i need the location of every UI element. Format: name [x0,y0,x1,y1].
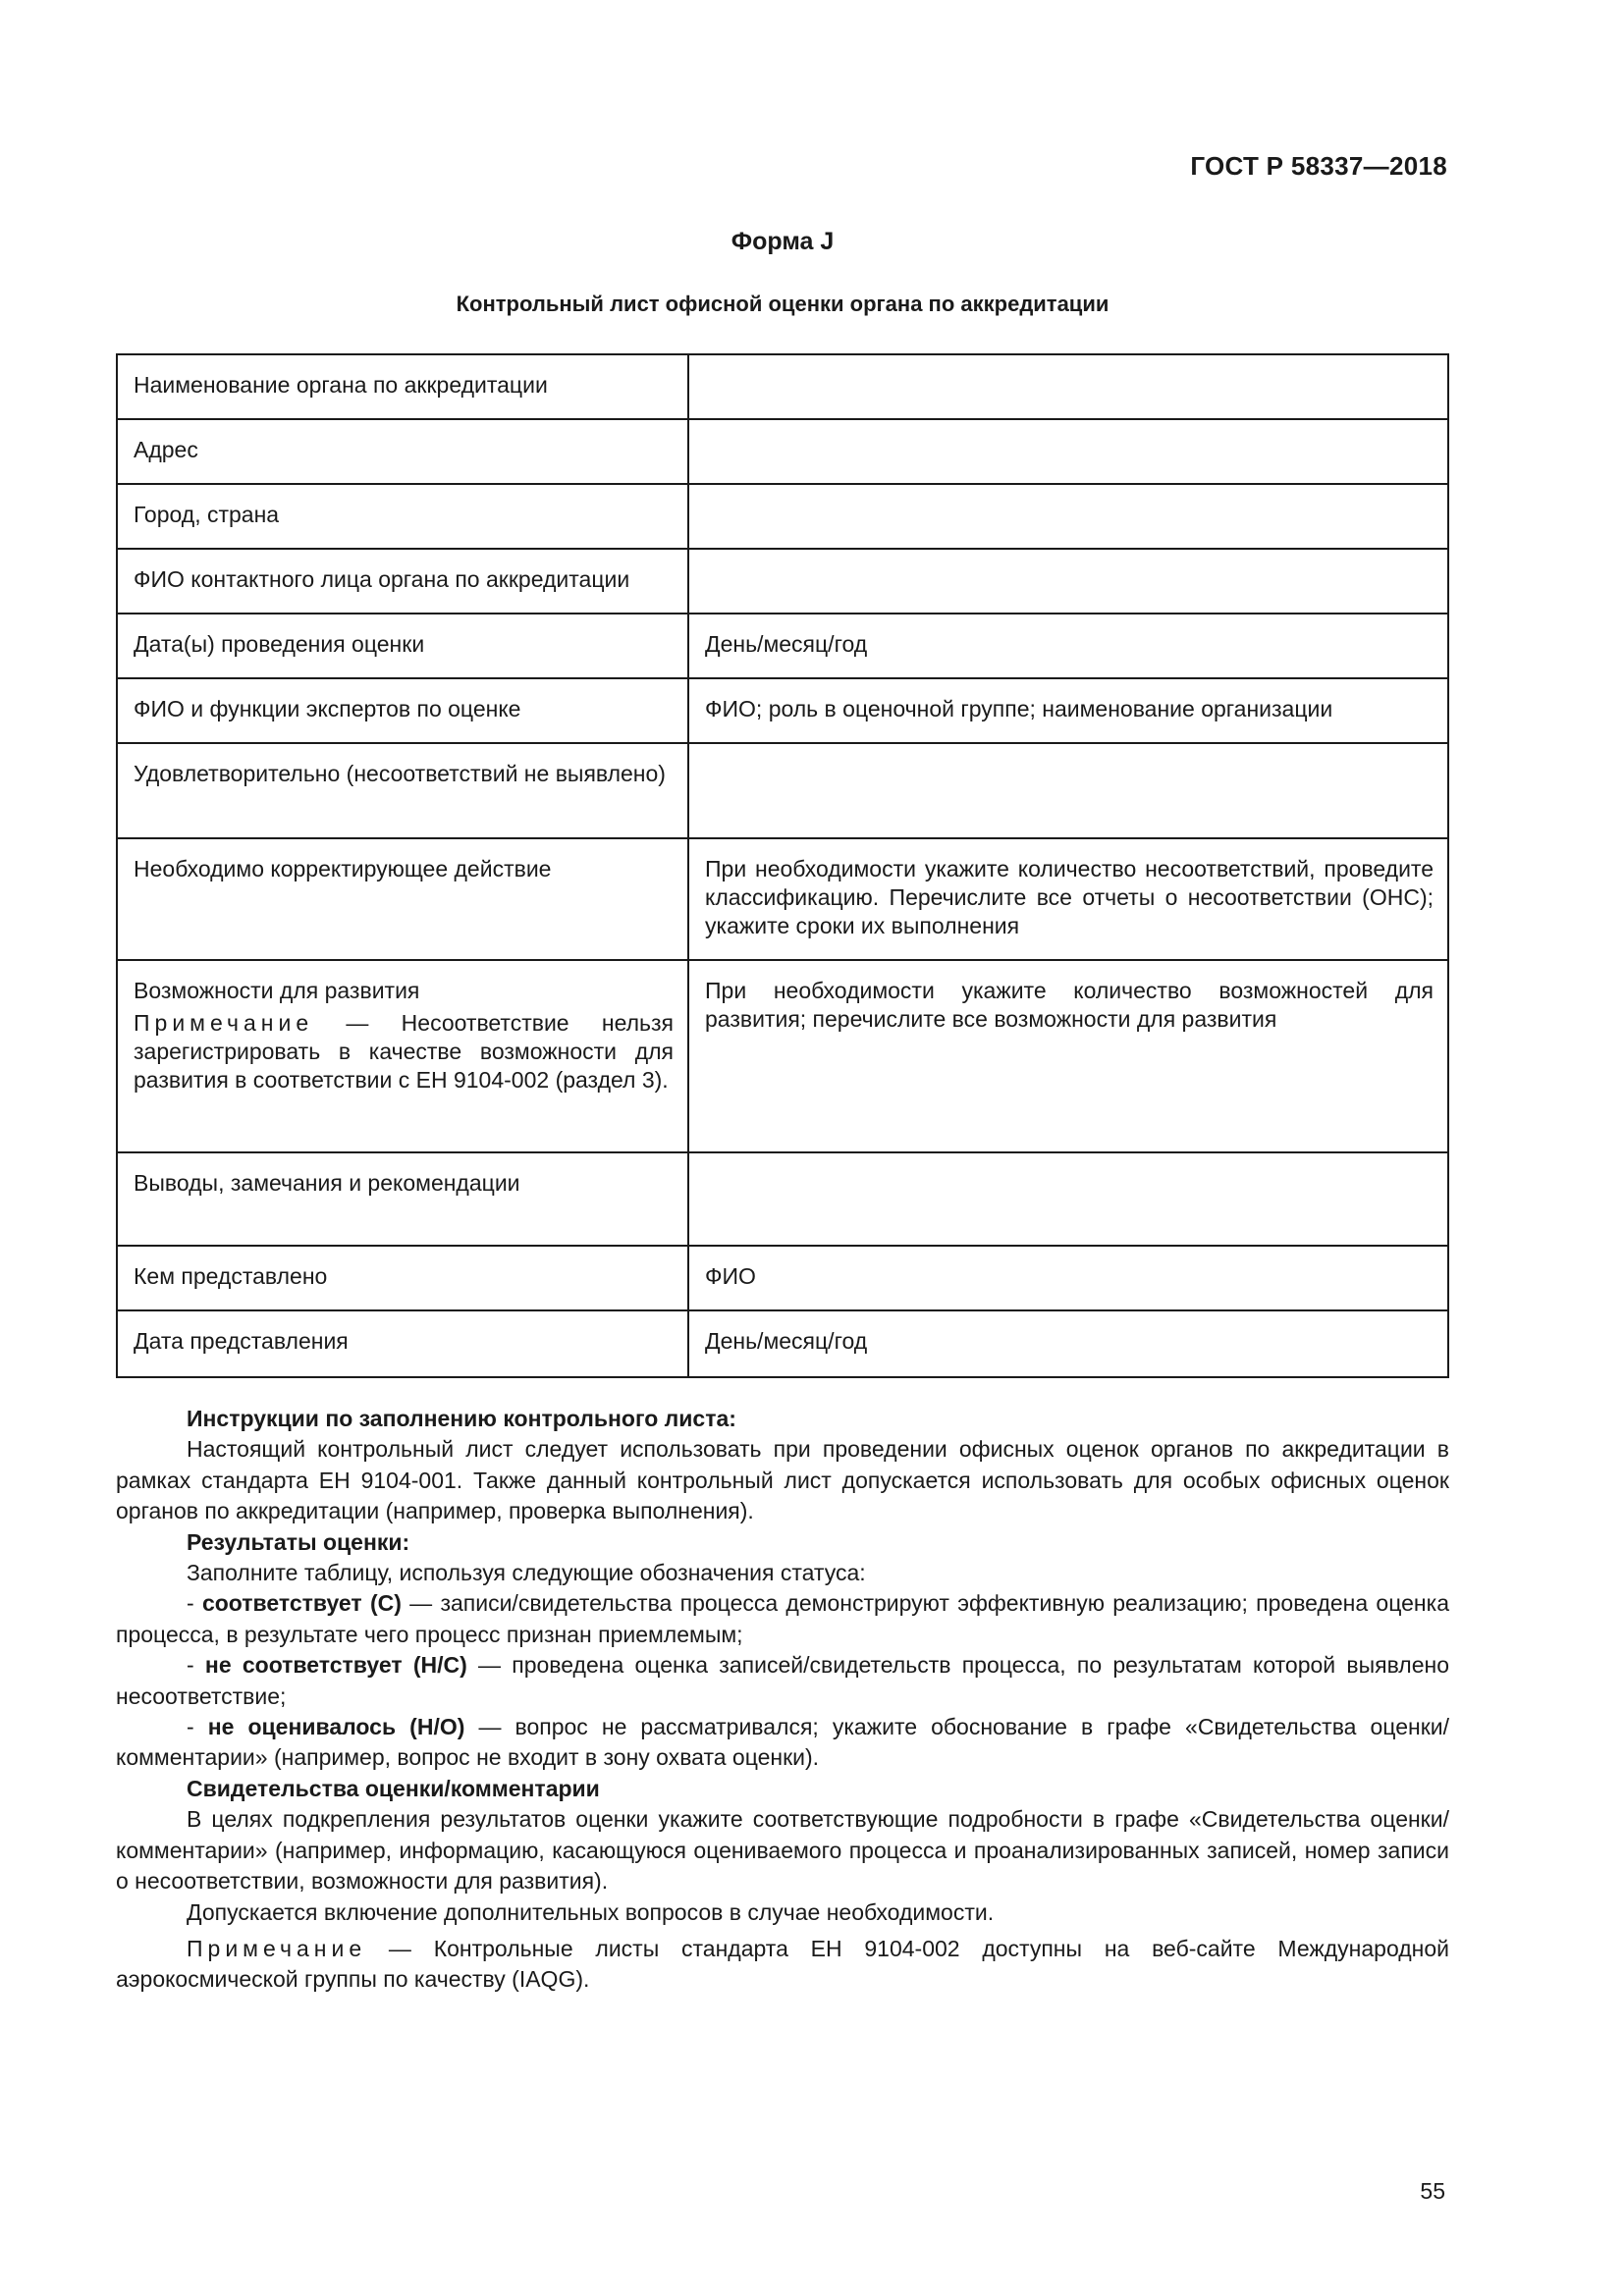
form-title: Форма J [731,228,835,255]
row-label: Выводы, замечания и рекомендации [117,1152,688,1246]
row-value [688,743,1448,838]
table-row [117,549,1448,614]
status-text: — проведена оценка записей/свидетельств процесса, по результатам которой выявлено несоответствие; [116,1652,1449,1709]
table-row [117,1310,1448,1377]
table-row [117,960,1448,1152]
evidence-heading: Свидетельства оценки/комментарии [187,1775,600,1801]
extra-text: Допускается включение дополнительных вопросов в случае необходимости. [187,1898,995,1925]
row-value: При необходимости укажите количество возможностей для развития; перечислите все возможности для развития [688,960,1448,1152]
table-row [117,743,1448,838]
status-term: не соответствует (Н/С) [204,1652,467,1679]
evidence-text: В целях подкрепления результатов оценки укажите соответствующие подробности в графе «Свидетельства оценки/комментарии» (например, информацию, касающуюся оцениваемого процесса и проанализированных записей, номер записи о несоответствии, возможности для развития). [116,1806,1449,1895]
table-row [117,419,1448,484]
results-intro: Заполните таблицу, используя следующие обозначения статуса: [187,1560,866,1586]
row-label: Город, страна [117,484,688,549]
form-subtitle: Контрольный лист офисной оценки органа по аккредитации [456,292,1110,316]
standard-number: ГОСТ Р 58337—2018 [1190,151,1447,181]
status-item: - не соответствует (Н/С) — проведена оценка записей/свидетельств процесса, по результатам которой выявлено несоответствие; [116,1652,1449,1709]
table-row [117,1152,1448,1246]
row-label: Возможности для развития [134,978,420,1003]
table-row [117,838,1448,960]
status-item: - не оценивалось (Н/О) — вопрос не рассматривался; укажите обоснование в графе «Свидетельства оценки/комментарии» (например, вопрос не входит в зону охвата оценки). [116,1714,1450,1771]
note-text: — Контрольные листы стандарта ЕН 9104-002 доступны на веб-сайте Международной аэрокосмической группы по качеству (IAQG). [116,1935,1449,1993]
instructions-heading: Инструкции по заполнению контрольного листа: [187,1406,736,1431]
page-number: 55 [1420,2178,1445,2204]
row-value [688,549,1448,614]
table-row [117,354,1448,419]
status-item: - соответствует (С) — записи/свидетельства процесса демонстрируют эффективную реализацию; проведена оценка процесса, в результате чего процесс признан приемлемым; [116,1590,1449,1647]
row-label: Наименование органа по аккредитации [117,354,688,419]
row-value: ФИО; роль в оценочной группе; наименование организации [688,678,1448,743]
row-value [688,1152,1448,1246]
row-note [134,1009,674,1095]
row-value: День/месяц/год [688,1310,1448,1377]
row-label-with-note [117,960,688,1152]
row-value: При необходимости укажите количество несоответствий, проведите классификацию. Перечислите все отчеты о несоответствии (ОНС); укажите сроки их выполнения [688,838,1448,960]
status-term: соответствует (С) [201,1590,402,1617]
note-label: Примечание [134,1010,314,1036]
row-label: Необходимо корректирующее действие [117,838,688,960]
checklist-table [116,353,1449,1378]
note-text: — Несоответствие нельзя зарегистрировать в качестве возможности для развития в соответствии с ЕН 9104-002 (раздел 3). [134,1010,674,1093]
row-label: ФИО контактного лица органа по аккредитации [117,549,688,614]
table-row [117,1246,1448,1310]
row-label: Удовлетворительно (несоответствий не выявлено) [117,743,688,838]
row-value: ФИО [688,1246,1448,1310]
note-label: Примечание [187,1935,367,1961]
row-value [688,419,1448,484]
results-heading: Результаты оценки: [187,1528,410,1555]
row-value [688,354,1448,419]
row-label: Адрес [117,419,688,484]
instructions-intro: Настоящий контрольный лист следует использовать при проведении офисных оценок органов по аккредитации в рамках стандарта ЕН 9104-001. Также данный контрольный лист допускается использовать для особых офисных оценок органов по аккредитации (например, проверка выполнения). [116,1436,1449,1524]
row-label: Дата(ы) проведения оценки [117,614,688,678]
row-label: Кем представлено [117,1246,688,1310]
table-row [117,678,1448,743]
instructions-note [116,1934,1449,1996]
status-text: — вопрос не рассматривался; укажите обоснование в графе «Свидетельства оценки/комментарии» (например, вопрос не входит в зону охвата оценки). [116,1714,1450,1771]
row-value: День/месяц/год [688,614,1448,678]
row-label: Дата представления [117,1310,688,1377]
table-row [117,484,1448,549]
table-row [117,614,1448,678]
status-text: — записи/свидетельства процесса демонстрируют эффективную реализацию; проведена оценка процесса, в результате чего процесс признан приемлемым; [116,1590,1449,1647]
instructions-block [116,1404,1449,1996]
row-value [688,484,1448,549]
row-label: ФИО и функции экспертов по оценке [117,678,688,743]
status-term: не оценивалось (Н/О) [207,1714,465,1740]
